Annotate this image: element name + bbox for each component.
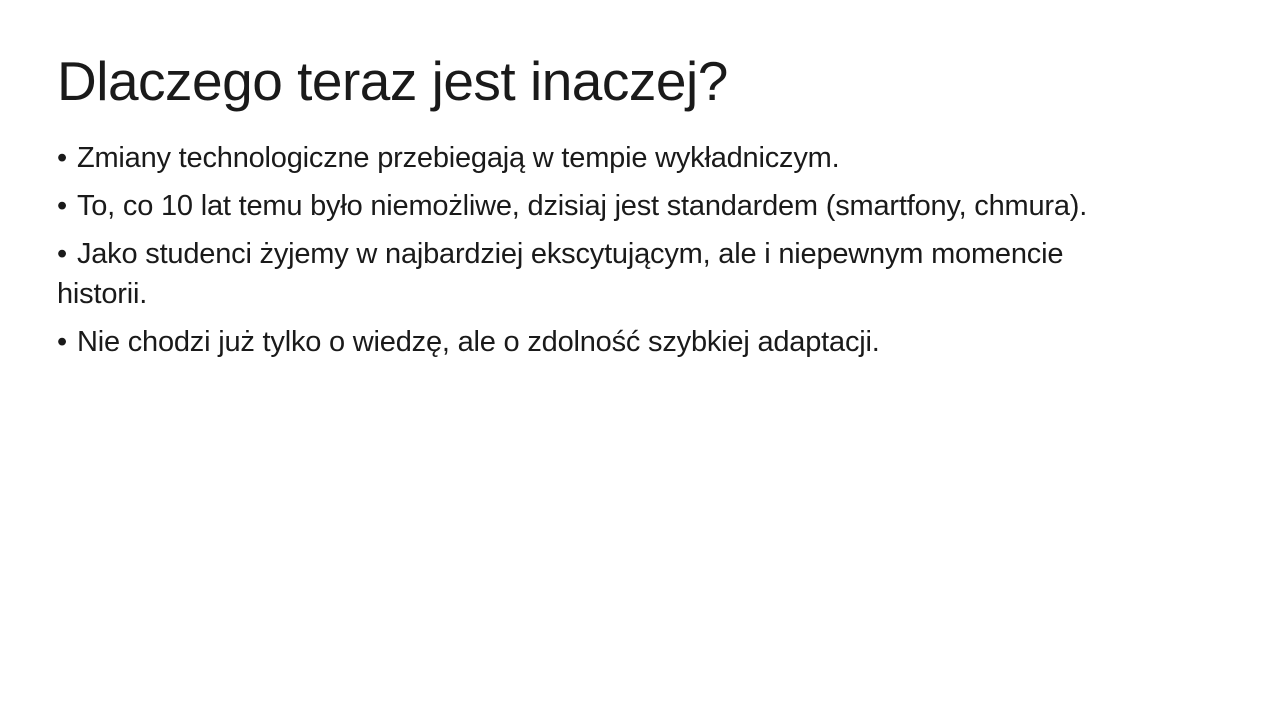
bullet-marker-icon: • [57, 326, 67, 358]
bullet-item [57, 138, 1137, 178]
slide-title: Dlaczego teraz jest inaczej? [57, 50, 728, 112]
bullet-marker-icon: • [57, 142, 67, 174]
bullet-marker-icon: • [57, 238, 67, 270]
bullet-text: Zmiany technologiczne przebiegają w tempie wykładniczym. [76, 142, 840, 174]
bullet-list [57, 138, 1137, 362]
bullet-item [57, 234, 1137, 314]
bullet-marker-icon: • [57, 190, 67, 222]
bullet-text: Nie chodzi już tylko o wiedzę, ale o zdolność szybkiej adaptacji. [76, 326, 880, 358]
bullet-item [57, 186, 1137, 226]
bullet-text: Jako studenci żyjemy w najbardziej ekscytującym, ale i niepewnym momencie historii. [57, 238, 1064, 310]
bullet-item [57, 322, 1137, 362]
bullet-text: To, co 10 lat temu było niemożliwe, dzisiaj jest standardem (smartfony, chmura). [76, 190, 1088, 222]
